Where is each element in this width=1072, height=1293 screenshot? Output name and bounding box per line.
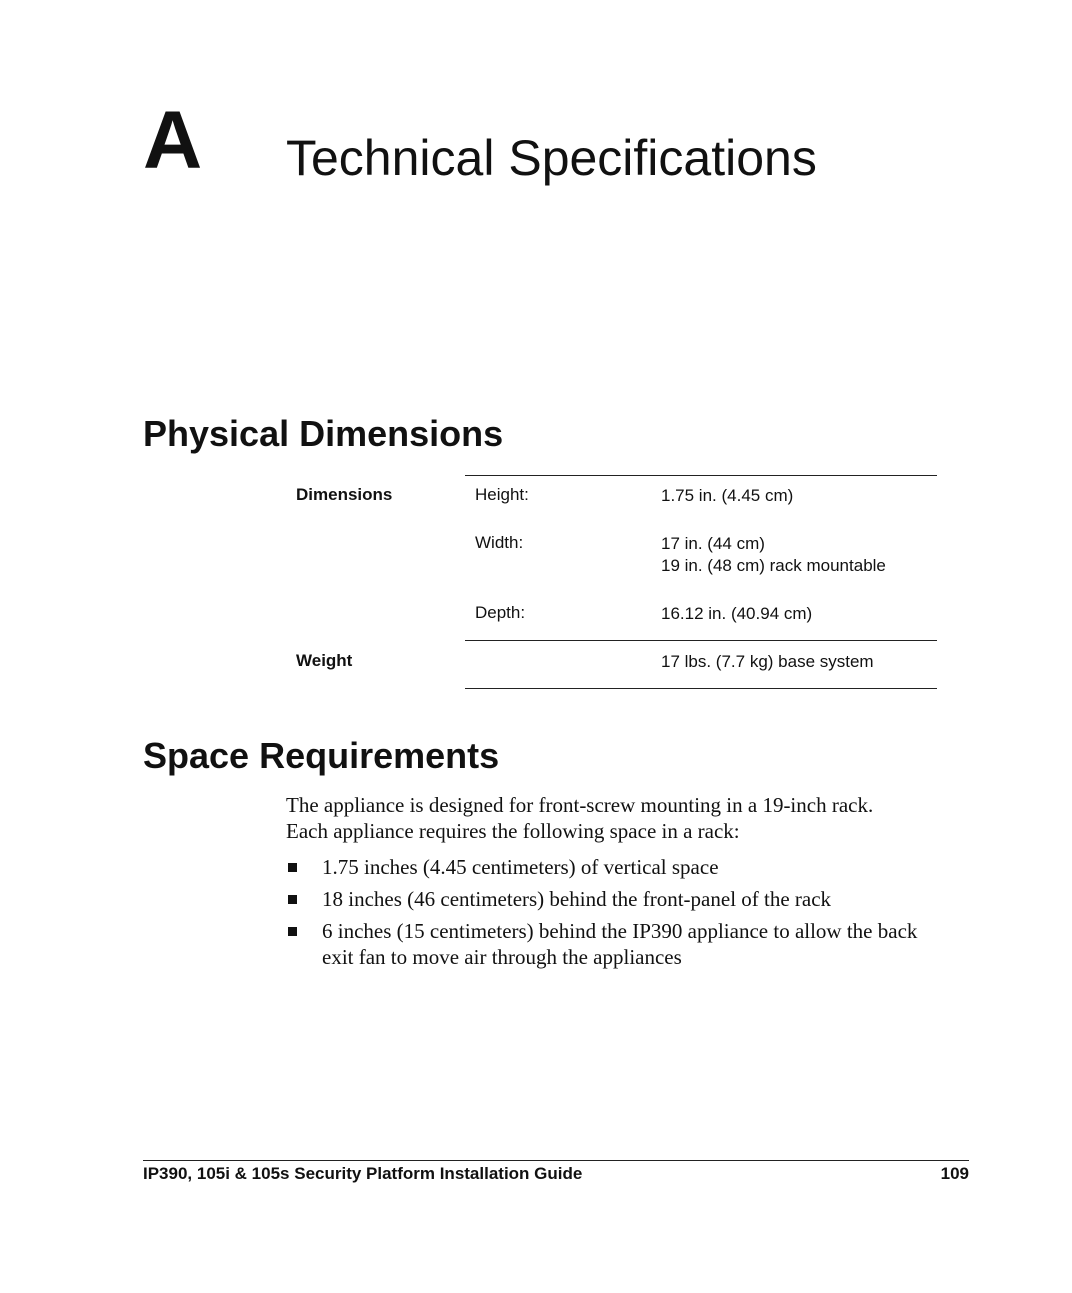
footer-rule (143, 1160, 969, 1161)
row-label: Dimensions (296, 485, 393, 504)
table-row (296, 523, 937, 593)
intro-line: Each appliance requires the following space in a rack: (286, 819, 740, 843)
square-bullet-icon (288, 927, 297, 936)
row-value: 17 lbs. (7.7 kg) base system (661, 652, 874, 671)
row-key: Depth: (475, 603, 526, 622)
physical-dimensions-table (296, 475, 937, 689)
row-key: Height: (475, 485, 529, 504)
table-row (296, 593, 937, 641)
page-number: 109 (940, 1164, 969, 1183)
row-value-line: 17 in. (44 cm) (661, 534, 765, 553)
footer-title: IP390, 105i & 105s Security Platform Installation Guide (143, 1164, 583, 1183)
intro-line: The appliance is designed for front-screw mounting in a 19-inch rack. (286, 793, 874, 817)
list-item-text: 6 inches (15 centimeters) behind the IP390 appliance to allow the back exit fan to move air through the appliances (322, 919, 918, 969)
row-value: 16.12 in. (40.94 cm) (661, 604, 813, 623)
list-item-text: 18 inches (46 centimeters) behind the front-panel of the rack (322, 887, 832, 911)
physical-dimensions-heading: Physical Dimensions (143, 413, 504, 454)
list-item (286, 854, 946, 880)
row-key: Width: (475, 533, 524, 552)
table-row (296, 641, 937, 689)
square-bullet-icon (288, 895, 297, 904)
space-requirements-list (286, 854, 946, 976)
square-bullet-icon (288, 863, 297, 872)
list-item-text: 1.75 inches (4.45 centimeters) of vertical space (322, 855, 719, 879)
chapter-letter: A (143, 95, 203, 186)
list-item (286, 886, 946, 912)
space-requirements-heading: Space Requirements (143, 735, 500, 776)
row-value (661, 533, 886, 577)
table-bottom-rule (465, 688, 937, 689)
space-requirements-intro (286, 792, 946, 844)
row-value: 1.75 in. (4.45 cm) (661, 486, 794, 505)
chapter-title: Technical Specifications (286, 130, 817, 186)
list-item (286, 918, 946, 970)
row-value-line: 19 in. (48 cm) rack mountable (661, 556, 886, 575)
table-row (296, 475, 937, 523)
row-label: Weight (296, 651, 353, 670)
